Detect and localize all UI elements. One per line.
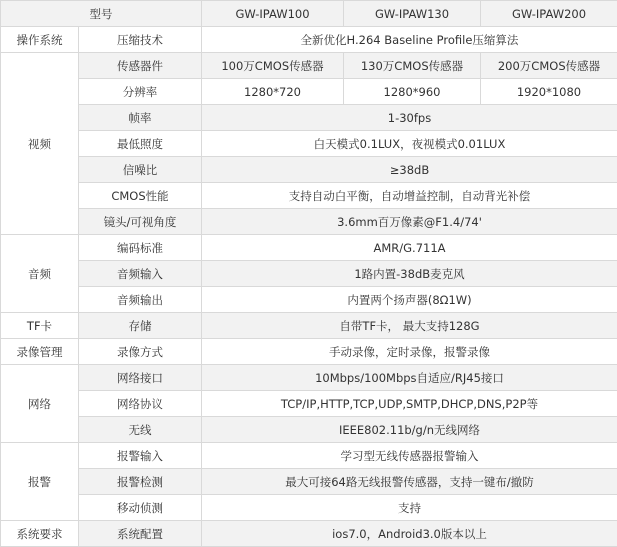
table-row	[1, 417, 617, 443]
parameter-label: 网络协议	[79, 391, 202, 417]
parameter-value: 1路内置-38dB麦克风	[202, 261, 617, 287]
parameter-value: 3.6mm百万像素@F1.4/74'	[202, 209, 617, 235]
parameter-value: 白天模式0.1LUX，夜视模式0.01LUX	[202, 131, 617, 157]
parameter-value: 全新优化H.264 Baseline Profile压缩算法	[202, 27, 617, 53]
table-row	[1, 105, 617, 131]
table-row	[1, 495, 617, 521]
table-row	[1, 521, 617, 547]
parameter-label: 录像方式	[79, 339, 202, 365]
table-row	[1, 339, 617, 365]
parameter-value: IEEE802.11b/g/n无线网络	[202, 417, 617, 443]
table-row	[1, 53, 617, 79]
parameter-value: AMR/G.711A	[202, 235, 617, 261]
table-row	[1, 27, 617, 53]
parameter-label: 网络接口	[79, 365, 202, 391]
table-row	[1, 443, 617, 469]
parameter-value: 1920*1080	[481, 79, 617, 105]
table-row	[1, 391, 617, 417]
parameter-value: 1280*720	[202, 79, 344, 105]
parameter-label: 系统配置	[79, 521, 202, 547]
parameter-label: CMOS性能	[79, 183, 202, 209]
parameter-label: 分辨率	[79, 79, 202, 105]
table-row	[1, 235, 617, 261]
parameter-value: 100万CMOS传感器	[202, 53, 344, 79]
header-row	[1, 1, 617, 27]
category-cell: 报警	[1, 443, 79, 521]
table-row	[1, 365, 617, 391]
parameter-value: 130万CMOS传感器	[344, 53, 481, 79]
parameter-value: 200万CMOS传感器	[481, 53, 617, 79]
header-model-name: GW-IPAW130	[344, 1, 481, 27]
table-row	[1, 157, 617, 183]
category-cell: 操作系统	[1, 27, 79, 53]
parameter-value: 1-30fps	[202, 105, 617, 131]
spec-table-body	[1, 1, 617, 547]
parameter-label: 移动侦测	[79, 495, 202, 521]
parameter-label: 编码标准	[79, 235, 202, 261]
parameter-value: 最大可接64路无线报警传感器，支持一键布/撤防	[202, 469, 617, 495]
parameter-value: ios7.0，Android3.0版本以上	[202, 521, 617, 547]
header-model-label: 型号	[1, 1, 202, 27]
parameter-label: 音频输出	[79, 287, 202, 313]
parameter-label: 存储	[79, 313, 202, 339]
parameter-value: 支持自动白平衡，自动增益控制，自动背光补偿	[202, 183, 617, 209]
category-cell: 系统要求	[1, 521, 79, 547]
category-cell: TF卡	[1, 313, 79, 339]
category-cell: 网络	[1, 365, 79, 443]
parameter-label: 镜头/可视角度	[79, 209, 202, 235]
parameter-label: 最低照度	[79, 131, 202, 157]
parameter-label: 传感器件	[79, 53, 202, 79]
parameter-label: 压缩技术	[79, 27, 202, 53]
table-row	[1, 313, 617, 339]
category-cell: 音频	[1, 235, 79, 313]
parameter-label: 音频输入	[79, 261, 202, 287]
parameter-value: 内置两个扬声器(8Ω1W)	[202, 287, 617, 313]
parameter-value: 自带TF卡， 最大支持128G	[202, 313, 617, 339]
parameter-label: 无线	[79, 417, 202, 443]
parameter-value: 手动录像，定时录像，报警录像	[202, 339, 617, 365]
header-model-name: GW-IPAW100	[202, 1, 344, 27]
table-row	[1, 261, 617, 287]
table-row	[1, 209, 617, 235]
parameter-value: 学习型无线传感器报警输入	[202, 443, 617, 469]
header-model-name: GW-IPAW200	[481, 1, 617, 27]
parameter-value: TCP/IP,HTTP,TCP,UDP,SMTP,DHCP,DNS,P2P等	[202, 391, 617, 417]
table-row	[1, 183, 617, 209]
parameter-value: 10Mbps/100Mbps自适应/RJ45接口	[202, 365, 617, 391]
parameter-value: ≥38dB	[202, 157, 617, 183]
parameter-value: 支持	[202, 495, 617, 521]
table-row	[1, 287, 617, 313]
table-row	[1, 469, 617, 495]
parameter-label: 帧率	[79, 105, 202, 131]
table-row	[1, 131, 617, 157]
category-cell: 视频	[1, 53, 79, 235]
parameter-value: 1280*960	[344, 79, 481, 105]
category-cell: 录像管理	[1, 339, 79, 365]
table-row	[1, 79, 617, 105]
parameter-label: 报警输入	[79, 443, 202, 469]
parameter-label: 报警检测	[79, 469, 202, 495]
parameter-label: 信噪比	[79, 157, 202, 183]
